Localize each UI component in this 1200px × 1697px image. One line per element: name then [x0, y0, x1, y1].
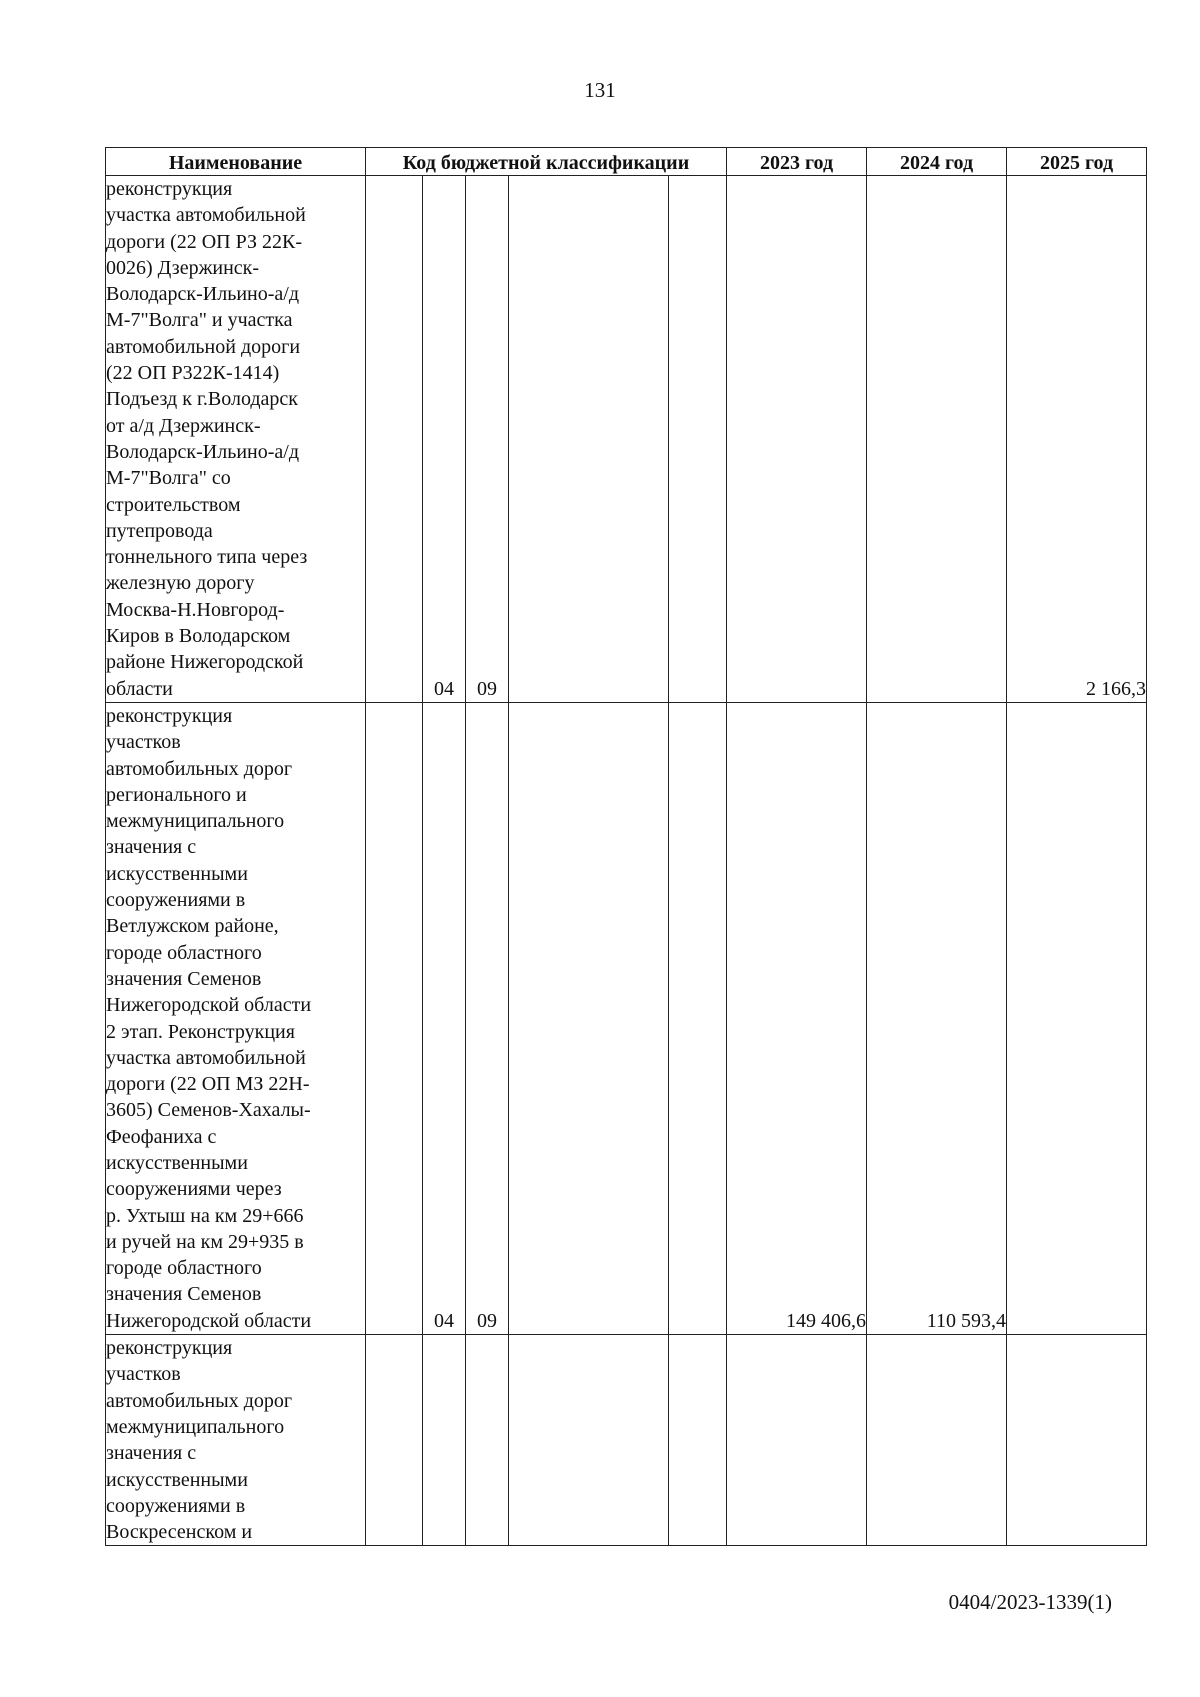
- amount-2024: [867, 176, 1007, 703]
- code-cell-type: [669, 1335, 727, 1546]
- table-row: [106, 702, 1147, 1334]
- code-cell-section: 04: [423, 702, 466, 1334]
- amount-2023: [727, 1335, 867, 1546]
- code-cell-type: [669, 176, 727, 703]
- row-name: реконструкция участков автомобильных дорог регионального и межмуниципального значения с искусственными сооружениями в Ветлужском районе, городе областного значения Семенов Нижегородской области 2 этап. Реконструкция участка автомобильной дороги (22 ОП МЗ 22Н- 3605) Семенов-Хахалы- Феофаниха с искусственными сооружениями через р. Ухтыш на км 29+666 и ручей на км 29+935 в городе областного значения Семенов Нижегородской области: [106, 704, 312, 1332]
- code-cell-subsection: 09: [466, 176, 509, 703]
- amount-2025: [1007, 702, 1147, 1334]
- code-cell: [366, 176, 423, 703]
- row-name-cell: [106, 702, 366, 1334]
- code-cell-subsection: 09: [466, 702, 509, 1334]
- document-code: 0404/2023-1339(1): [948, 1590, 1112, 1614]
- amount-2024: [867, 1335, 1007, 1546]
- row-name-cell: [106, 176, 366, 703]
- code-cell: [366, 1335, 423, 1546]
- code-cell-section: [423, 1335, 466, 1546]
- amount-2024: 110 593,4: [867, 702, 1007, 1334]
- amount-2023: 149 406,6: [727, 702, 867, 1334]
- amount-2023: [727, 176, 867, 703]
- row-name: реконструкция участков автомобильных дорог межмуниципального значения с искусственными сооружениями в Воскресенском и: [106, 1337, 293, 1544]
- code-cell-target: [509, 1335, 669, 1546]
- header-name: Наименование: [106, 148, 366, 176]
- header-2023: 2023 год: [727, 148, 867, 176]
- header-2025: 2025 год: [1007, 148, 1147, 176]
- table-row: [106, 1335, 1147, 1546]
- budget-table: [105, 147, 1147, 1546]
- amount-2025: 2 166,3: [1007, 176, 1147, 703]
- row-name: реконструкция участка автомобильной дороги (22 ОП РЗ 22К- 0026) Дзержинск- Володарск-Ильино-а/д М-7"Волга" и участка автомобильной дороги (22 ОП Р322К-1414) Подъезд к г.Володарск от а/д Дзержинск- Володарск-Ильино-а/д М-7"Волга" со строительством путепровода тоннельного типа через железную дорогу Москва-Н.Новгород- Киров в Володарском районе Нижегородской области: [106, 178, 308, 700]
- amount-2025: [1007, 1335, 1147, 1546]
- header-2024: 2024 год: [867, 148, 1007, 176]
- code-cell-subsection: [466, 1335, 509, 1546]
- header-budget-code: Код бюджетной классификации: [366, 148, 727, 176]
- code-cell-type: [669, 702, 727, 1334]
- code-cell-target: [509, 702, 669, 1334]
- table-row: [106, 176, 1147, 703]
- table-header-row: [106, 148, 1147, 176]
- row-name-cell: [106, 1335, 366, 1546]
- code-cell-section: 04: [423, 176, 466, 703]
- page-number: 131: [584, 78, 616, 102]
- code-cell: [366, 702, 423, 1334]
- code-cell-target: [509, 176, 669, 703]
